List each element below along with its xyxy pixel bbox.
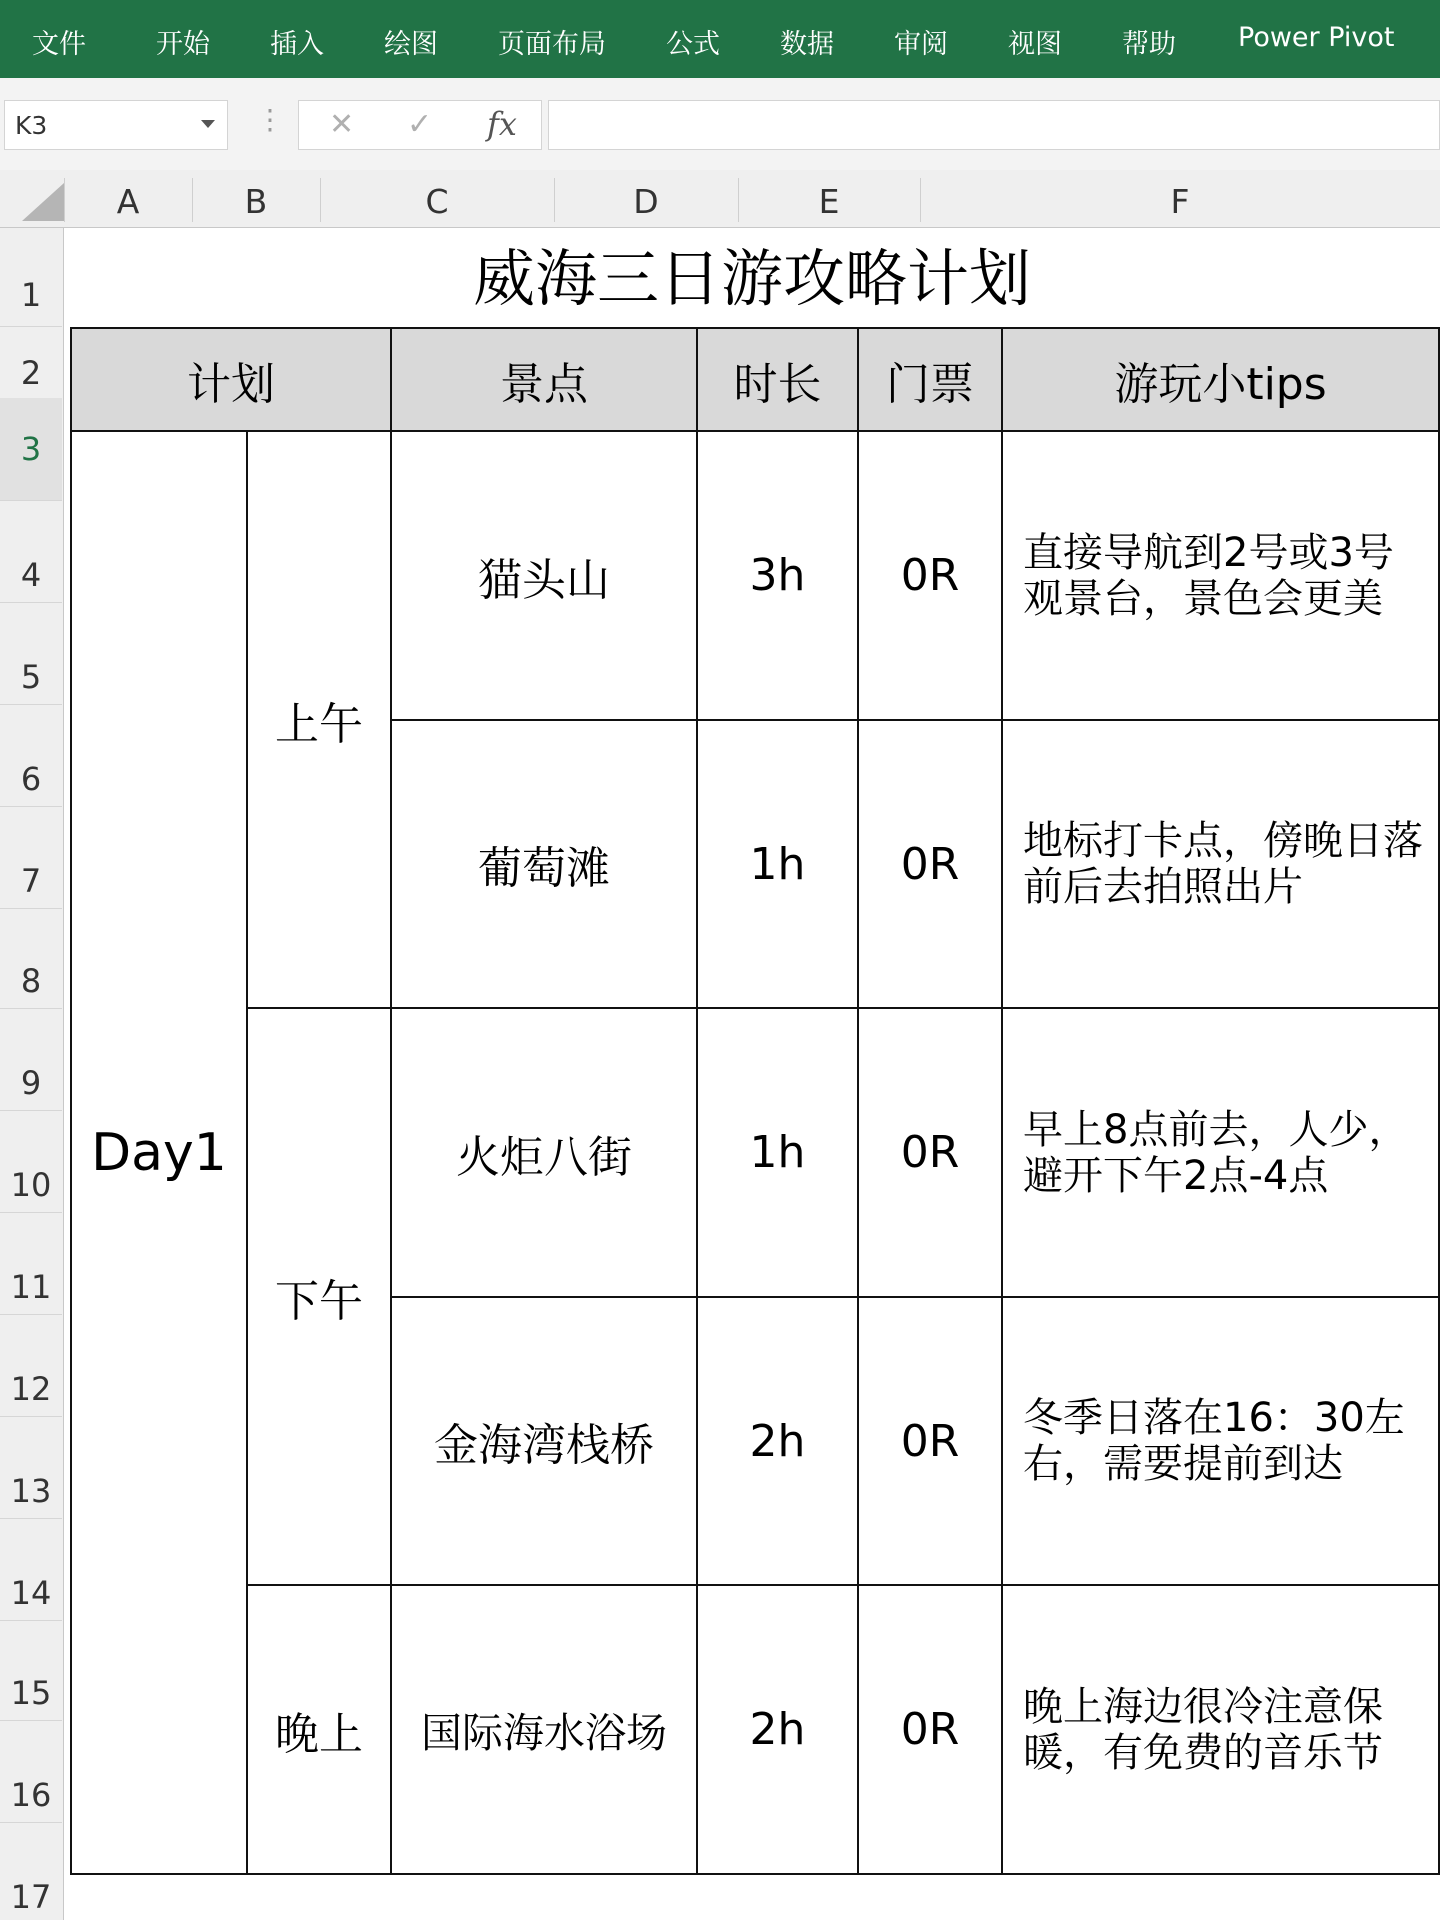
row-header-3[interactable]: 3: [0, 398, 62, 500]
row-header-14[interactable]: 14: [10, 1574, 52, 1612]
duration-cell[interactable]: 2h: [698, 1298, 859, 1586]
tab-power-pivot[interactable]: Power Pivot: [1238, 22, 1395, 53]
column-headers: [0, 170, 1440, 228]
row-divider: [0, 602, 62, 603]
sheet-title[interactable]: 威海三日游攻略计划: [472, 242, 1031, 315]
row-divider: [0, 1314, 62, 1315]
tip-cell[interactable]: 冬季日落在16：30左右，需要提前到达: [1003, 1298, 1440, 1586]
insert-function-icon[interactable]: fx: [487, 105, 517, 143]
name-box[interactable]: [4, 100, 228, 150]
row-divider: [0, 1518, 62, 1519]
column-header-a[interactable]: A: [116, 182, 140, 221]
column-header-d[interactable]: D: [633, 182, 659, 221]
header-duration[interactable]: 时长: [698, 329, 859, 432]
spot-cell[interactable]: 火炬八街: [392, 1009, 698, 1298]
formula-bar: [0, 78, 1440, 170]
tab-data[interactable]: 数据: [780, 29, 834, 60]
column-header-c[interactable]: C: [425, 182, 449, 221]
row-header-17[interactable]: 17: [10, 1878, 52, 1916]
ribbon: [0, 0, 1440, 78]
tab-file[interactable]: 文件: [32, 29, 86, 60]
period-morning[interactable]: 上午: [248, 432, 392, 1009]
ticket-cell[interactable]: 0R: [859, 1586, 1003, 1875]
row-divider: [0, 1720, 62, 1721]
row-divider: [0, 1416, 62, 1417]
row-header-15[interactable]: 15: [10, 1674, 52, 1712]
ticket-cell[interactable]: 0R: [859, 1009, 1003, 1298]
tab-view[interactable]: 视图: [1008, 29, 1062, 60]
row-divider: [0, 806, 62, 807]
row-header-12[interactable]: 12: [10, 1370, 52, 1408]
column-header-f[interactable]: F: [1170, 182, 1190, 221]
ticket-cell[interactable]: 0R: [859, 432, 1003, 721]
row-divider: [0, 1822, 62, 1823]
row-header-4[interactable]: 4: [20, 556, 42, 594]
row-header-8[interactable]: 8: [20, 962, 42, 1000]
header-ticket[interactable]: 门票: [859, 329, 1003, 432]
tip-cell[interactable]: 晚上海边很冷注意保暖，有免费的音乐节: [1003, 1586, 1440, 1875]
tab-review[interactable]: 审阅: [894, 29, 948, 60]
formula-input[interactable]: [548, 100, 1440, 150]
period-afternoon[interactable]: 下午: [248, 1009, 392, 1586]
spot-cell[interactable]: 国际海水浴场: [392, 1586, 698, 1875]
duration-cell[interactable]: 1h: [698, 721, 859, 1009]
row-header-16[interactable]: 16: [10, 1776, 52, 1814]
formula-buttons: [298, 100, 542, 150]
tab-home[interactable]: 开始: [156, 29, 210, 60]
row-divider: [0, 1212, 62, 1213]
row-header-13[interactable]: 13: [10, 1472, 52, 1510]
row-divider: [0, 500, 62, 501]
tab-help[interactable]: 帮助: [1122, 29, 1176, 60]
duration-cell[interactable]: 1h: [698, 1009, 859, 1298]
chevron-down-icon[interactable]: [201, 120, 215, 128]
row-header-6[interactable]: 6: [20, 760, 42, 798]
row-divider: [0, 704, 62, 705]
row-headers: [0, 228, 64, 1920]
tab-formulas[interactable]: 公式: [666, 29, 720, 60]
row-header-2[interactable]: 2: [20, 354, 42, 392]
row-divider: [0, 1008, 62, 1009]
day-cell[interactable]: Day1: [72, 432, 248, 1875]
period-evening[interactable]: 晚上: [248, 1586, 392, 1875]
cancel-icon[interactable]: ✕: [329, 107, 355, 142]
row-divider: [0, 1620, 62, 1621]
tip-cell[interactable]: 直接导航到2号或3号观景台，景色会更美: [1003, 432, 1440, 721]
name-box-value: K3: [15, 111, 48, 140]
tip-cell[interactable]: 地标打卡点，傍晚日落前后去拍照出片: [1003, 721, 1440, 1009]
duration-cell[interactable]: 2h: [698, 1586, 859, 1875]
row-divider: [0, 1110, 62, 1111]
more-options-icon[interactable]: ⋮: [256, 103, 284, 136]
select-all-corner[interactable]: [22, 183, 64, 221]
ticket-cell[interactable]: 0R: [859, 721, 1003, 1009]
row-header-7[interactable]: 7: [20, 862, 42, 900]
header-tips[interactable]: 游玩小tips: [1003, 329, 1440, 432]
duration-cell[interactable]: 3h: [698, 432, 859, 721]
enter-icon[interactable]: ✓: [407, 107, 433, 142]
column-header-e[interactable]: E: [818, 182, 840, 221]
spot-cell[interactable]: 金海湾栈桥: [392, 1298, 698, 1586]
row-header-10[interactable]: 10: [10, 1166, 52, 1204]
row-header-11[interactable]: 11: [10, 1268, 52, 1306]
tab-page-layout[interactable]: 页面布局: [498, 29, 606, 60]
row-header-5[interactable]: 5: [20, 658, 42, 696]
row-divider: [0, 908, 62, 909]
spot-cell[interactable]: 葡萄滩: [392, 721, 698, 1009]
header-plan[interactable]: 计划: [72, 329, 392, 432]
header-spot[interactable]: 景点: [392, 329, 698, 432]
row-header-9[interactable]: 9: [20, 1064, 42, 1102]
tip-cell[interactable]: 早上8点前去，人少，避开下午2点-4点: [1003, 1009, 1440, 1298]
column-header-b[interactable]: B: [244, 182, 268, 221]
spot-cell[interactable]: 猫头山: [392, 432, 698, 721]
tab-insert[interactable]: 插入: [270, 29, 324, 60]
tab-draw[interactable]: 绘图: [384, 29, 438, 60]
row-divider: [0, 326, 62, 327]
row-header-1[interactable]: 1: [20, 276, 42, 314]
ticket-cell[interactable]: 0R: [859, 1298, 1003, 1586]
